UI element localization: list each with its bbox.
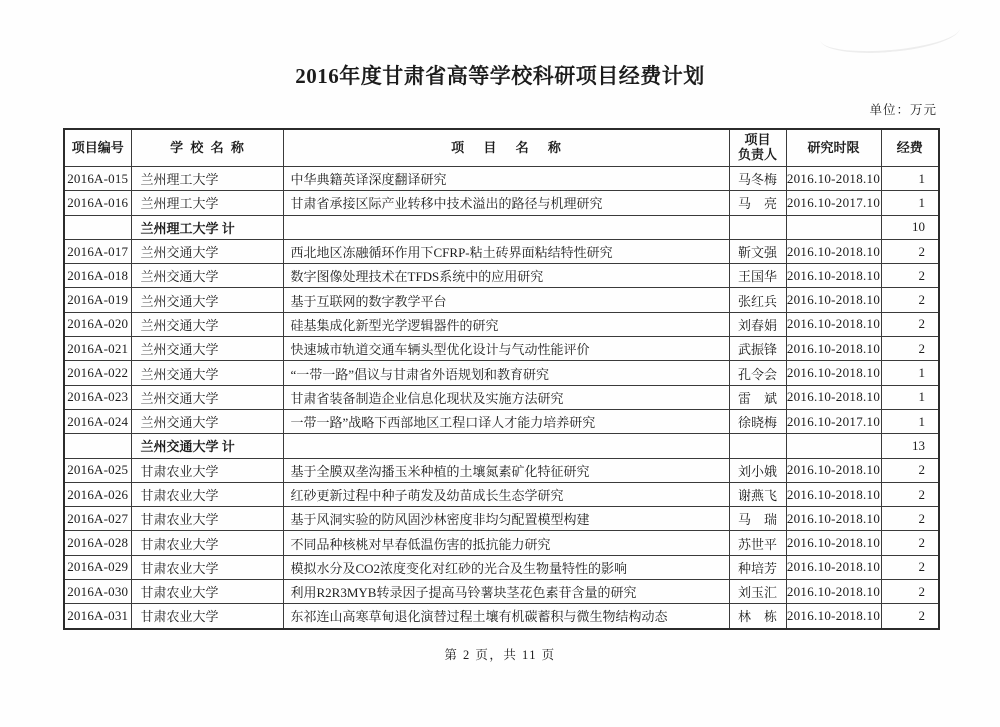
cell-project-leader: 武振锋 [729,337,786,361]
cell-fund: 2 [881,312,939,336]
header-fund: 经费 [881,129,939,167]
cell-research-period [786,434,881,458]
cell-project-name: 基于全膜双垄沟播玉米种植的土壤氮素矿化特征研究 [283,458,729,482]
cell-project-leader: 王国华 [729,264,786,288]
cell-research-period: 2016.10-2018.10 [786,458,881,482]
cell-fund: 2 [881,239,939,263]
table-row [64,604,939,629]
cell-project-leader: 刘小娥 [729,458,786,482]
cell-project-leader: 张红兵 [729,288,786,312]
cell-fund: 1 [881,167,939,191]
table-row [64,482,939,506]
cell-fund: 10 [881,215,939,239]
table-row [64,434,939,458]
cell-project-name: 东祁连山高寒草甸退化演替过程土壤有机碳蓄积与微生物结构动态 [283,604,729,629]
header-leader-line1: 项目 [744,132,771,148]
table-body [64,167,939,629]
unit-note: 单位：万元 [869,103,937,117]
cell-project-id: 2016A-023 [64,385,131,409]
header-research-period: 研究时限 [786,129,881,167]
cell-school-name: 甘肃农业大学 [131,580,283,604]
cell-school-name: 兰州交通大学 [131,385,283,409]
cell-research-period: 2016.10-2018.10 [786,531,881,555]
cell-research-period: 2016.10-2018.10 [786,264,881,288]
table-row [64,531,939,555]
cell-school-name: 甘肃农业大学 [131,555,283,579]
cell-project-id: 2016A-018 [64,264,131,288]
cell-fund: 1 [881,409,939,433]
header-leader-line2: 负责人 [737,147,777,162]
cell-school-name: 兰州交通大学 [131,361,283,385]
cell-fund: 2 [881,555,939,579]
cell-project-leader: 苏世平 [729,531,786,555]
cell-research-period: 2016.10-2017.10 [786,409,881,433]
cell-school-name: 兰州交通大学 [131,239,283,263]
table-row [64,555,939,579]
cell-research-period: 2016.10-2018.10 [786,580,881,604]
cell-research-period: 2016.10-2018.10 [786,385,881,409]
page-footer: 第 2 页，共 11 页 [444,648,556,662]
cell-fund: 1 [881,191,939,215]
cell-project-id: 2016A-020 [64,312,131,336]
cell-project-leader [729,215,786,239]
cell-project-id: 2016A-021 [64,337,131,361]
cell-project-leader [729,434,786,458]
cell-fund: 2 [881,604,939,629]
cell-school-name: 甘肃农业大学 [131,507,283,531]
cell-project-name: 一带一路”战略下西部地区工程口译人才能力培养研究 [283,409,729,433]
cell-research-period: 2016.10-2018.10 [786,337,881,361]
cell-research-period: 2016.10-2018.10 [786,507,881,531]
cell-project-name: 基于互联网的数字教学平台 [283,288,729,312]
table-row [64,215,939,239]
cell-project-leader: 谢燕飞 [729,482,786,506]
cell-project-id: 2016A-019 [64,288,131,312]
cell-research-period [786,215,881,239]
cell-project-name [283,434,729,458]
cell-school-name: 兰州交通大学 [131,409,283,433]
cell-project-name: 数字图像处理技术在TFDS系统中的应用研究 [283,264,729,288]
cell-fund: 2 [881,580,939,604]
cell-project-name: 模拟水分及CO2浓度变化对红砂的光合及生物量特性的影响 [283,555,729,579]
cell-project-name: 硅基集成化新型光学逻辑器件的研究 [283,312,729,336]
table-row [64,288,939,312]
cell-school-name: 兰州交通大学 [131,337,283,361]
cell-fund: 2 [881,531,939,555]
table-row [64,507,939,531]
cell-project-id [64,215,131,239]
cell-project-name: 红砂更新过程中种子萌发及幼苗成长生态学研究 [283,482,729,506]
cell-research-period: 2016.10-2018.10 [786,288,881,312]
table-row [64,409,939,433]
cell-fund: 1 [881,385,939,409]
cell-project-id: 2016A-028 [64,531,131,555]
cell-project-name: 甘肃省承接区际产业转移中技术溢出的路径与机理研究 [283,191,729,215]
table-row [64,312,939,336]
cell-fund: 2 [881,458,939,482]
cell-project-id: 2016A-026 [64,482,131,506]
table-row [64,385,939,409]
cell-project-leader: 种培芳 [729,555,786,579]
header-school-name: 学 校 名 称 [131,129,283,167]
table-row [64,264,939,288]
header-project-leader [729,129,786,167]
cell-project-leader: 马 亮 [729,191,786,215]
cell-school-name: 兰州理工大学 计 [131,215,283,239]
table-row [64,361,939,385]
cell-school-name: 甘肃农业大学 [131,482,283,506]
cell-project-name: “一带一路”倡议与甘肃省外语规划和教育研究 [283,361,729,385]
table-row [64,191,939,215]
cell-school-name: 兰州理工大学 [131,167,283,191]
cell-project-id: 2016A-022 [64,361,131,385]
cell-school-name: 兰州交通大学 [131,288,283,312]
cell-project-id: 2016A-029 [64,555,131,579]
cell-project-name: 基于风洞实验的防风固沙林密度非均匀配置模型构建 [283,507,729,531]
table-row [64,337,939,361]
cell-project-name: 中华典籍英译深度翻译研究 [283,167,729,191]
cell-project-leader: 孔令会 [729,361,786,385]
cell-project-name: 利用R2R3MYB转录因子提高马铃薯块茎花色素苷含量的研究 [283,580,729,604]
cell-project-name: 快速城市轨道交通车辆头型优化设计与气动性能评价 [283,337,729,361]
table-row [64,458,939,482]
cell-fund: 2 [881,507,939,531]
cell-school-name: 甘肃农业大学 [131,458,283,482]
table-row [64,167,939,191]
cell-project-leader: 马冬梅 [729,167,786,191]
projects-table [63,128,940,630]
cell-project-leader: 马 瑞 [729,507,786,531]
cell-project-id: 2016A-024 [64,409,131,433]
cell-research-period: 2016.10-2018.10 [786,312,881,336]
cell-project-leader: 林 栋 [729,604,786,629]
cell-project-id: 2016A-030 [64,580,131,604]
cell-research-period: 2016.10-2018.10 [786,167,881,191]
cell-research-period: 2016.10-2018.10 [786,361,881,385]
cell-research-period: 2016.10-2018.10 [786,604,881,629]
cell-project-leader: 靳文强 [729,239,786,263]
cell-project-name: 西北地区冻融循环作用下CFRP-粘土砖界面粘结特性研究 [283,239,729,263]
cell-project-id: 2016A-027 [64,507,131,531]
cell-project-id [64,434,131,458]
cell-fund: 13 [881,434,939,458]
cell-project-name: 不同品种核桃对早春低温伤害的抵抗能力研究 [283,531,729,555]
cell-school-name: 甘肃农业大学 [131,604,283,629]
cell-fund: 2 [881,482,939,506]
header-project-name: 项 目 名 称 [283,129,729,167]
cell-research-period: 2016.10-2018.10 [786,555,881,579]
cell-fund: 2 [881,337,939,361]
table-row [64,580,939,604]
scan-artifact [819,10,962,58]
cell-fund: 2 [881,264,939,288]
cell-school-name: 兰州交通大学 [131,264,283,288]
cell-project-leader: 刘春娟 [729,312,786,336]
cell-project-id: 2016A-031 [64,604,131,629]
cell-school-name: 甘肃农业大学 [131,531,283,555]
cell-school-name: 兰州理工大学 [131,191,283,215]
cell-project-id: 2016A-016 [64,191,131,215]
cell-research-period: 2016.10-2017.10 [786,191,881,215]
cell-project-id: 2016A-015 [64,167,131,191]
cell-school-name: 兰州交通大学 计 [131,434,283,458]
cell-research-period: 2016.10-2018.10 [786,482,881,506]
header-project-id: 项目编号 [64,129,131,167]
cell-project-leader: 雷 斌 [729,385,786,409]
cell-school-name: 兰州交通大学 [131,312,283,336]
table-header-row [64,129,939,167]
page-title: 2016年度甘肃省高等学校科研项目经费计划 [295,64,705,88]
cell-research-period: 2016.10-2018.10 [786,239,881,263]
cell-project-id: 2016A-025 [64,458,131,482]
cell-project-name [283,215,729,239]
cell-fund: 2 [881,288,939,312]
cell-project-leader: 徐晓梅 [729,409,786,433]
cell-project-id: 2016A-017 [64,239,131,263]
table-row [64,239,939,263]
cell-fund: 1 [881,361,939,385]
cell-project-name: 甘肃省装备制造企业信息化现状及实施方法研究 [283,385,729,409]
cell-project-leader: 刘玉汇 [729,580,786,604]
